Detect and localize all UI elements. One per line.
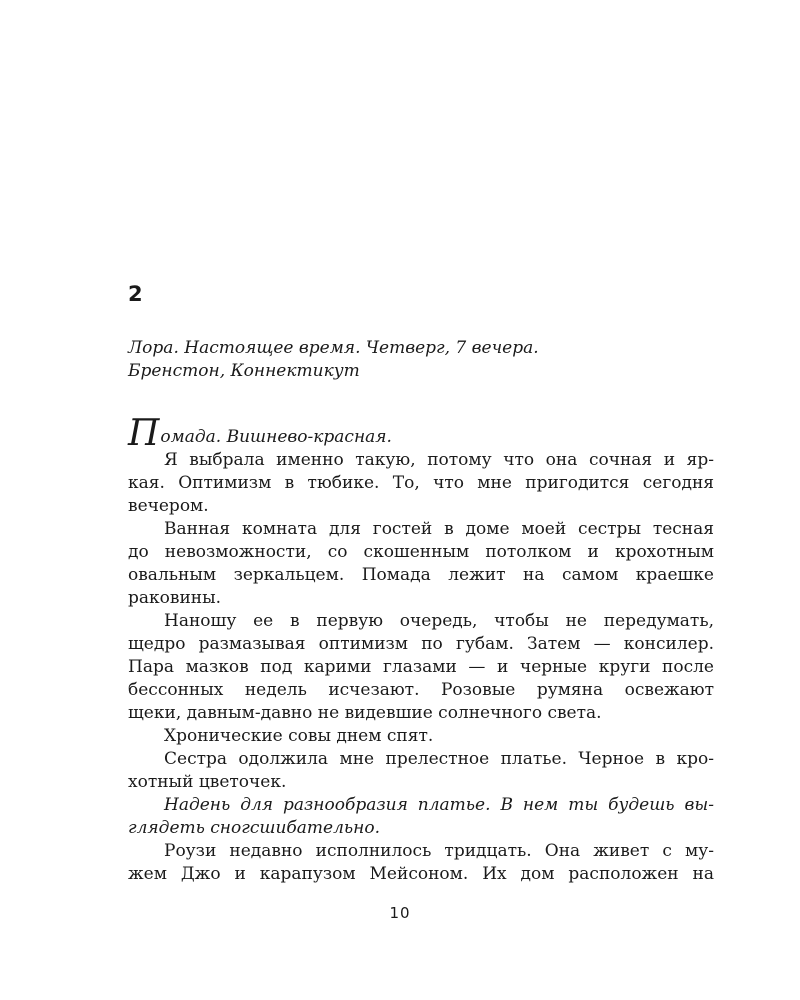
text-line: кая. Оптимизм в тюбике. То, что мне пригодится сегодня [128,473,714,493]
text-line: щеки, давным-давно не видевшие солнечного света. [128,703,602,723]
drop-cap: П [128,413,160,454]
opening-line [128,413,714,454]
text-line: Хронические совы днем спят. [164,726,434,746]
opening-line-text: омада. Вишнево-красная. [160,427,392,447]
page-number: 10 [389,904,411,922]
chapter-subtitle [128,337,718,383]
text-line: вечером. [128,496,209,516]
text-line: щедро размазывая оптимизм по губам. Затем — консилер. [128,634,714,654]
text-line: Ванная комната для гостей в доме моей сестры тесная [164,519,714,539]
text-line: Роузи недавно исполнилось тридцать. Она живет с му- [164,841,714,861]
text-line: Наношу ее в первую очередь, чтобы не передумать, [164,611,714,631]
text-line: Сестра одолжила мне прелестное платье. Черное в кро- [164,749,714,769]
subtitle-line: Лора. Настоящее время. Четверг, 7 вечера. [128,338,539,358]
text-line: Пара мазков под карими глазами — и черные круги после [128,657,714,677]
text-line: бессонных недель исчезают. Розовые румяна освежают [128,680,714,700]
chapter-number: 2 [128,282,143,306]
text-line: Надень для разнообразия платье. В нем ты будешь вы- [164,795,714,815]
text-line: овальным зеркальцем. Помада лежит на самом краешке [128,565,714,585]
text-line: до невозможности, со скошенным потолком и крохотным [128,542,714,562]
subtitle-line: Бренстон, Коннектикут [128,361,360,381]
body-text [128,413,714,886]
text-line: жем Джо и карапузом Мейсоном. Их дом расположен на [128,864,714,884]
text-line: Я выбрала именно такую, потому что она сочная и яр- [164,450,714,470]
text-line: хотный цветочек. [128,772,287,792]
text-line: раковины. [128,588,222,608]
text-line: глядеть сногсшибательно. [128,818,381,838]
